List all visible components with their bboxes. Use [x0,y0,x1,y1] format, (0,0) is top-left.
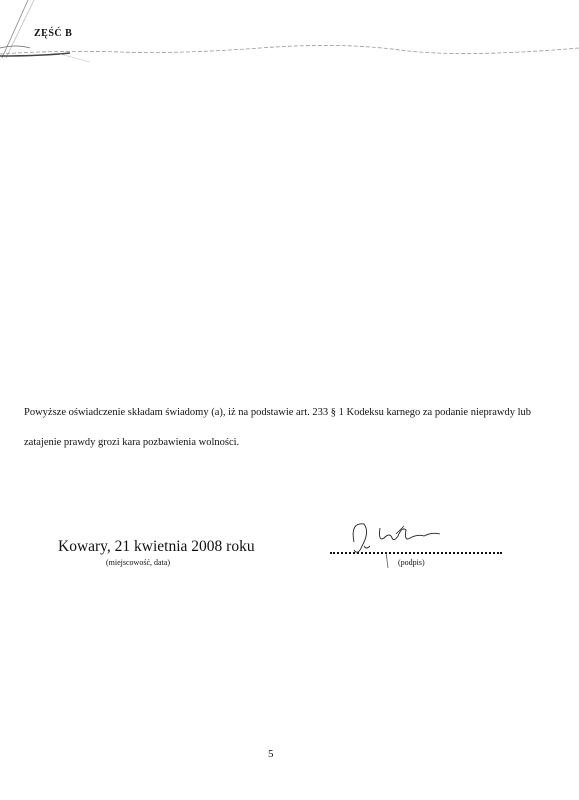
place-date: Kowary, 21 kwietnia 2008 roku [58,538,255,555]
page-number: 5 [268,748,274,760]
header-divider [0,40,579,66]
signature-caption: (podpis) [398,558,425,567]
place-date-caption: (miejscowość, data) [106,558,170,567]
section-header: ZĘŚĆ B [34,28,73,39]
statement-text: Powyższe oświadczenie składam świadomy (a), iż na podstawie art. 233 § 1 Kodeksu karnego za podanie nieprawdy lub zatajenie prawdy grozi kara pozbawienia wolności. [24,407,532,448]
